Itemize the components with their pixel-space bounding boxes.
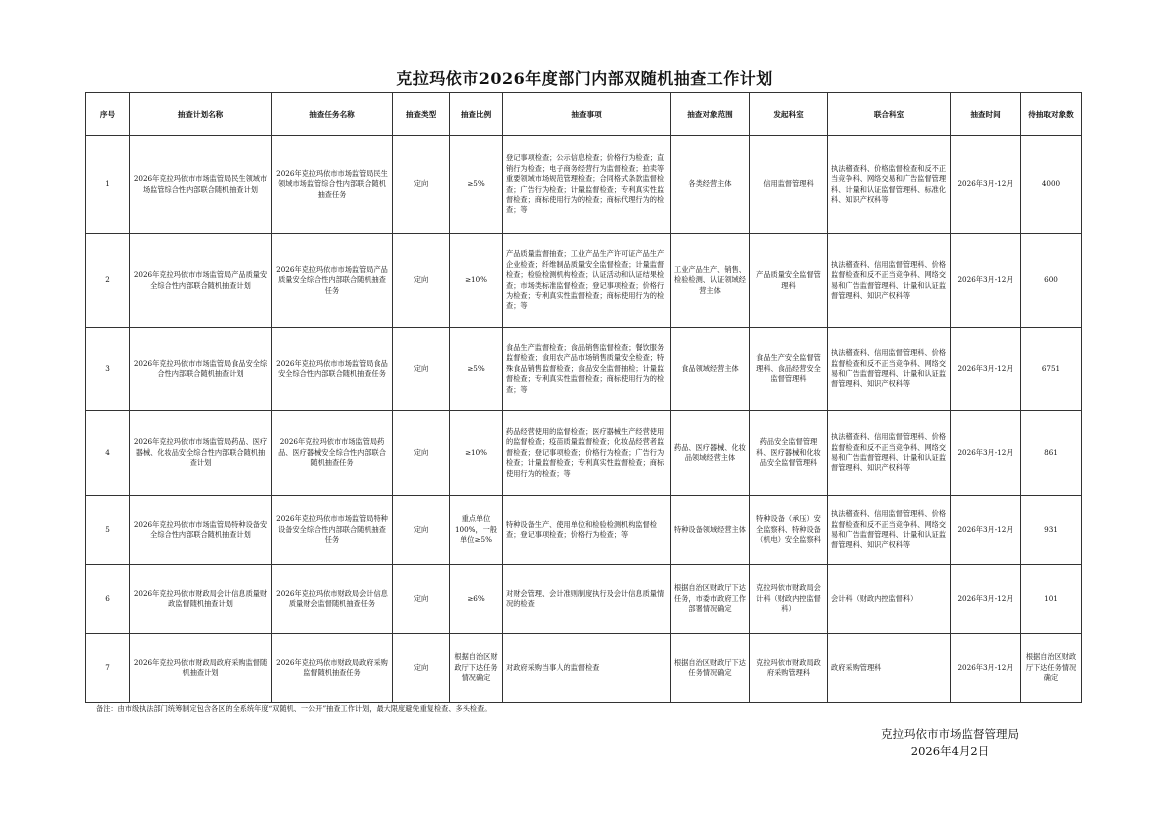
cell-no: 6 xyxy=(86,565,130,634)
cell-plan: 2026年克拉玛依市财政局会计信息质量财政监督随机抽查计划 xyxy=(130,565,272,634)
cell-initiator: 药品安全监督管理科、医疗器械和化妆品安全监督管理科 xyxy=(750,411,828,496)
cell-type: 定向 xyxy=(393,234,450,328)
cell-scope: 各类经营主体 xyxy=(671,136,750,234)
table-row xyxy=(86,634,1082,703)
header-row xyxy=(86,93,1082,136)
table-body xyxy=(86,136,1082,703)
plan-table xyxy=(85,92,1082,703)
cell-scope: 特种设备领域经营主体 xyxy=(671,496,750,565)
cell-scope: 根据自治区财政厅下达任务，市委市政府工作部署情况确定 xyxy=(671,565,750,634)
cell-ratio: 根据自治区财政厅下达任务情况确定 xyxy=(450,634,503,703)
cell-time: 2026年3月-12月 xyxy=(951,565,1021,634)
table-row xyxy=(86,234,1082,328)
column-header: 抽查计划名称 xyxy=(130,93,272,136)
cell-task: 2026年克拉玛依市市场监管局食品安全综合性内部联合随机抽查任务 xyxy=(272,328,393,411)
cell-ratio: ≥10% xyxy=(450,234,503,328)
cell-count: 101 xyxy=(1021,565,1082,634)
cell-task: 2026年克拉玛依市市场监管局特种设备安全综合性内部联合随机抽查任务 xyxy=(272,496,393,565)
footnote: 备注：由市级执法部门统筹制定包含各区的全系统年度“双随机、一公开”抽查工作计划，最大限度避免重复检查、多头检查。 xyxy=(96,704,492,713)
cell-type: 定向 xyxy=(393,496,450,565)
cell-type: 定向 xyxy=(393,565,450,634)
cell-initiator: 产品质量安全监督管理科 xyxy=(750,234,828,328)
column-header: 抽查事项 xyxy=(503,93,671,136)
cell-time: 2026年3月-12月 xyxy=(951,411,1021,496)
column-header: 联合科室 xyxy=(828,93,951,136)
cell-initiator: 信用监督管理科 xyxy=(750,136,828,234)
cell-type: 定向 xyxy=(393,634,450,703)
column-header: 待抽取对象数 xyxy=(1021,93,1082,136)
table-row xyxy=(86,328,1082,411)
cell-count: 6751 xyxy=(1021,328,1082,411)
cell-type: 定向 xyxy=(393,411,450,496)
cell-no: 2 xyxy=(86,234,130,328)
issuing-organization: 克拉玛依市市场监督管理局 xyxy=(881,727,1019,741)
cell-no: 4 xyxy=(86,411,130,496)
signature-block xyxy=(830,726,1070,759)
cell-no: 3 xyxy=(86,328,130,411)
cell-plan: 2026年克拉玛依市财政局政府采购监督随机抽查计划 xyxy=(130,634,272,703)
cell-task: 2026年克拉玛依市市场监管局产品质量安全综合性内部联合随机抽查任务 xyxy=(272,234,393,328)
cell-joint: 执法稽查科、信用监督管理科、价格监督检查和反不正当竞争科、网络交易和广告监督管理科、计量和认证监督管理科、知识产权科等 xyxy=(828,411,951,496)
cell-plan: 2026年克拉玛依市市场监管局民生领域市场监管综合性内部联合随机抽查计划 xyxy=(130,136,272,234)
cell-time: 2026年3月-12月 xyxy=(951,634,1021,703)
cell-ratio: 重点单位100%，一般单位≥5% xyxy=(450,496,503,565)
cell-time: 2026年3月-12月 xyxy=(951,136,1021,234)
cell-ratio: ≥5% xyxy=(450,328,503,411)
cell-type: 定向 xyxy=(393,136,450,234)
column-header: 抽查对象范围 xyxy=(671,93,750,136)
column-header: 抽查比例 xyxy=(450,93,503,136)
cell-joint: 执法稽查科、价格监督检查和反不正当竞争科、网络交易和广告监督管理科、计量和认证监督管理科、标准化科、知识产权科等 xyxy=(828,136,951,234)
cell-ratio: ≥10% xyxy=(450,411,503,496)
column-header: 抽查时间 xyxy=(951,93,1021,136)
cell-joint: 政府采购管理科 xyxy=(828,634,951,703)
cell-no: 7 xyxy=(86,634,130,703)
cell-scope: 药品、医疗器械、化妆品领域经营主体 xyxy=(671,411,750,496)
table-row xyxy=(86,411,1082,496)
cell-joint: 执法稽查科、信用监督管理科、价格监督检查和反不正当竞争科、网络交易和广告监督管理科、计量和认证监督管理科、知识产权科等 xyxy=(828,328,951,411)
cell-initiator: 特种设备（承压）安全监察科、特种设备（机电）安全监察科 xyxy=(750,496,828,565)
column-header: 抽查任务名称 xyxy=(272,93,393,136)
cell-task: 2026年克拉玛依市市场监管局民生领域市场监管综合性内部联合随机抽查任务 xyxy=(272,136,393,234)
page-title: 克拉玛依市2026年度部门内部双随机抽查工作计划 xyxy=(396,69,773,88)
cell-ratio: ≥5% xyxy=(450,136,503,234)
cell-items: 对政府采购当事人的监督检查 xyxy=(503,634,671,703)
table-header xyxy=(86,93,1082,136)
cell-count: 根据自治区财政厅下达任务情况确定 xyxy=(1021,634,1082,703)
cell-count: 4000 xyxy=(1021,136,1082,234)
cell-items: 特种设备生产、使用单位和检验检测机构监督检查；登记事项检查；价格行为检查；等 xyxy=(503,496,671,565)
cell-initiator: 克拉玛依市财政局会计科（财政内控监督科） xyxy=(750,565,828,634)
cell-task: 2026年克拉玛依市财政局政府采购监督随机抽查任务 xyxy=(272,634,393,703)
cell-items: 食品生产监督检查；食品销售监督检查；餐饮服务监督检查；食用农产品市场销售质量安全检查；特殊食品销售监督检查；食品安全监督抽检；计量监督检查；专利真实性监督检查；商标使用行为的检查；等 xyxy=(503,328,671,411)
cell-no: 5 xyxy=(86,496,130,565)
cell-joint: 执法稽查科、信用监督管理科、价格监督检查和反不正当竞争科、网络交易和广告监督管理科、计量和认证监督管理科、知识产权科等 xyxy=(828,234,951,328)
cell-items: 对财会管理、会计准则制度执行及会计信息质量情况的检查 xyxy=(503,565,671,634)
cell-time: 2026年3月-12月 xyxy=(951,496,1021,565)
cell-task: 2026年克拉玛依市市场监管局药品、医疗器械安全综合性内部联合随机抽查任务 xyxy=(272,411,393,496)
cell-items: 药品经营使用的监督检查；医疗器械生产经营使用的监督检查；疫苗质量监督检查；化妆品经营者监督检查；登记事项检查；价格行为检查；广告行为检查；计量监督检查；专利真实性监督检查；商标使用行为的检查；等 xyxy=(503,411,671,496)
cell-count: 861 xyxy=(1021,411,1082,496)
cell-initiator: 克拉玛依市财政局政府采购管理科 xyxy=(750,634,828,703)
cell-ratio: ≥6% xyxy=(450,565,503,634)
issue-date: 2026年4月2日 xyxy=(910,743,990,758)
cell-plan: 2026年克拉玛依市市场监管局食品安全综合性内部联合随机抽查计划 xyxy=(130,328,272,411)
column-header: 发起科室 xyxy=(750,93,828,136)
table-row xyxy=(86,565,1082,634)
cell-scope: 工业产品生产、销售、检验检测、认证领域经营主体 xyxy=(671,234,750,328)
table-row xyxy=(86,136,1082,234)
cell-time: 2026年3月-12月 xyxy=(951,234,1021,328)
cell-type: 定向 xyxy=(393,328,450,411)
cell-plan: 2026年克拉玛依市市场监管局药品、医疗器械、化妆品安全综合性内部联合随机抽查计划 xyxy=(130,411,272,496)
cell-plan: 2026年克拉玛依市市场监管局特种设备安全综合性内部联合随机抽查计划 xyxy=(130,496,272,565)
cell-scope: 根据自治区财政厅下达任务情况确定 xyxy=(671,634,750,703)
cell-count: 931 xyxy=(1021,496,1082,565)
cell-plan: 2026年克拉玛依市市场监管局产品质量安全综合性内部联合随机抽查计划 xyxy=(130,234,272,328)
cell-time: 2026年3月-12月 xyxy=(951,328,1021,411)
table-row xyxy=(86,496,1082,565)
cell-joint: 会计科（财政内控监督科） xyxy=(828,565,951,634)
cell-initiator: 食品生产安全监督管理科、食品经营安全监督管理科 xyxy=(750,328,828,411)
column-header: 抽查类型 xyxy=(393,93,450,136)
column-header: 序号 xyxy=(86,93,130,136)
cell-joint: 执法稽查科、信用监督管理科、价格监督检查和反不正当竞争科、网络交易和广告监督管理科、计量和认证监督管理科、知识产权科等 xyxy=(828,496,951,565)
cell-task: 2026年克拉玛依市财政局会计信息质量财会监督随机抽查任务 xyxy=(272,565,393,634)
cell-items: 产品质量监督抽查；工业产品生产许可证产品生产企业检查；纤维制品质量安全监督检查；计量监督检查；检验检测机构检查；认证活动和认证结果检查；市场类标准监督检查；登记事项检查；价格行为检查；专利真实性监督检查；商标使用行为的检查；等 xyxy=(503,234,671,328)
cell-items: 登记事项检查；公示信息检查；价格行为检查；直销行为检查；电子商务经营行为监督检查；拍卖等重要领域市场规范管理检查；合同格式条款监督检查；广告行为检查；计量监督检查；专利真实性监督检查；商标使用行为的检查；商标代理行为的检查；等 xyxy=(503,136,671,234)
cell-count: 600 xyxy=(1021,234,1082,328)
cell-scope: 食品领域经营主体 xyxy=(671,328,750,411)
cell-no: 1 xyxy=(86,136,130,234)
